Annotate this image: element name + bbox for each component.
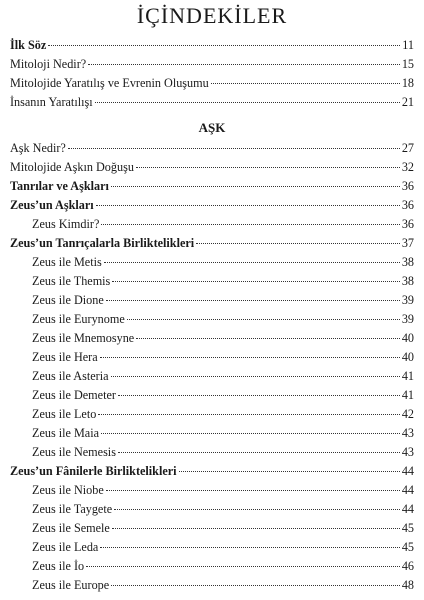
toc-page-number: 21 [401,95,414,109]
toc-entry [10,367,414,386]
toc-dot-leader [88,63,400,65]
toc-entry [10,576,414,595]
toc-entry-title: Zeus ile Asteria [32,369,109,383]
toc-page-number: 45 [401,521,414,535]
toc-entry-title: Zeus’un Fânilerle Birliktelikleri [10,464,177,478]
toc-entry [10,386,414,405]
toc-entry-title: Zeus ile Dione [32,293,104,307]
toc-dot-leader [118,394,400,396]
toc-dot-leader [100,356,400,358]
toc-entry-title: Zeus ile Semele [32,521,110,535]
toc-page-number: 36 [401,179,414,193]
toc-entry-title: Zeus ile Metis [32,255,102,269]
toc-dot-leader [100,546,399,548]
toc-dot-leader [136,166,400,168]
toc-entry-title: Zeus ile Leto [32,407,97,421]
toc-entry-title: Zeus’un Tanrıçalarla Birliktelikleri [10,236,195,250]
toc-page-number: 39 [401,312,414,326]
toc-entry [10,291,414,310]
toc-entry-title: Mitoloji Nedir? [10,57,87,71]
toc-entry [10,481,414,500]
toc-dot-leader [106,299,400,301]
toc-page-number: 32 [401,160,414,174]
toc-dot-leader [95,101,400,103]
toc-entry [10,55,414,74]
toc-page-number: 36 [401,217,414,231]
toc-dot-leader [211,82,400,84]
toc-entry-title: Zeus’un Aşkları [10,198,94,212]
toc-entry [10,234,414,253]
toc-entry-title: Zeus ile Demeter [32,388,116,402]
toc-entry-title: İlk Söz [10,38,47,52]
toc-page-number: 41 [401,369,414,383]
toc-entry [10,405,414,424]
toc-entry [10,139,414,158]
toc-page-number: 37 [401,236,414,250]
toc-entry [10,196,414,215]
toc-dot-leader [196,242,400,244]
toc-page-number: 15 [401,57,414,71]
toc-entry [10,443,414,462]
toc-entry [10,253,414,272]
toc-page-number: 45 [401,540,414,554]
toc-dot-leader [114,508,400,510]
toc-page-number: 43 [401,426,414,440]
toc-page-number: 36 [401,198,414,212]
toc-dot-leader [111,584,400,586]
toc-entry-title: Zeus ile Mnemosyne [32,331,135,345]
toc-entry-title: Tanrılar ve Aşkları [10,179,109,193]
toc-entry-title: Mitolojide Yaratılış ve Evrenin Oluşumu [10,76,209,90]
toc-dot-leader [111,375,400,377]
toc-dot-leader [101,432,400,434]
toc-entry-title: Zeus ile Eurynome [32,312,125,326]
toc-entry [10,557,414,576]
toc-dot-leader [96,204,400,206]
toc-entry-title: Zeus ile Hera [32,350,98,364]
toc-entry [10,272,414,291]
toc-page-number: 44 [401,483,414,497]
toc-entry [10,158,414,177]
toc-entry-title: Zeus ile İo [32,559,85,573]
toc-entry [10,424,414,443]
toc-dot-leader [179,470,400,472]
toc-entry-title: Zeus ile Maia [32,426,100,440]
toc-dot-leader [104,261,400,263]
toc-dot-leader [127,318,400,320]
toc-page-number: 43 [401,445,414,459]
toc-page-number: 46 [401,559,414,573]
toc-page-number: 38 [401,255,414,269]
toc-page-number: 18 [401,76,414,90]
toc-entry [10,93,414,112]
toc-dot-leader [106,489,400,491]
toc-page-number: 38 [401,274,414,288]
toc-intro-list [10,36,414,112]
toc-dot-leader [118,451,400,453]
toc-page-number: 27 [401,141,414,155]
toc-dot-leader [101,223,399,225]
toc-page-number: 44 [401,464,414,478]
toc-page-number: 42 [401,407,414,421]
toc-entry [10,500,414,519]
toc-entry [10,519,414,538]
page-title: İÇİNDEKİLER [136,3,288,28]
toc-entry [10,329,414,348]
toc-page-number: 44 [401,502,414,516]
toc-dot-leader [86,565,400,567]
toc-entry [10,215,414,234]
toc-page-number: 48 [401,578,414,592]
toc-page-number: 40 [401,350,414,364]
toc-dot-leader [98,413,400,415]
toc-dot-leader [68,147,400,149]
toc-dot-leader [111,185,400,187]
toc-entry [10,310,414,329]
toc-entry [10,36,414,55]
toc-entry-title: Zeus Kimdir? [32,217,100,231]
toc-dot-leader [48,44,400,46]
toc-entry-title: İnsanın Yaratılışı [10,95,93,109]
toc-entry [10,538,414,557]
section-heading: AŞK [198,120,226,135]
toc-entry-title: Aşk Nedir? [10,141,66,155]
toc-entry [10,348,414,367]
toc-entry-title: Zeus ile Leda [32,540,99,554]
toc-entry-title: Zeus ile Taygete [32,502,113,516]
toc-ask-list [10,139,414,595]
toc-page-number: 39 [401,293,414,307]
toc-entry-title: Zeus ile Nemesis [32,445,116,459]
toc-page-number: 40 [401,331,414,345]
toc-entry [10,74,414,93]
toc-page-number: 41 [401,388,414,402]
toc-page-number: 11 [402,38,414,52]
toc-entry [10,462,414,481]
toc-dot-leader [112,280,400,282]
toc-dot-leader [112,527,400,529]
toc-entry-title: Zeus ile Europe [32,578,110,592]
toc-dot-leader [136,337,400,339]
toc-entry-title: Mitolojide Aşkın Doğuşu [10,160,134,174]
toc-entry [10,177,414,196]
toc-entry-title: Zeus ile Niobe [32,483,104,497]
toc-entry-title: Zeus ile Themis [32,274,111,288]
